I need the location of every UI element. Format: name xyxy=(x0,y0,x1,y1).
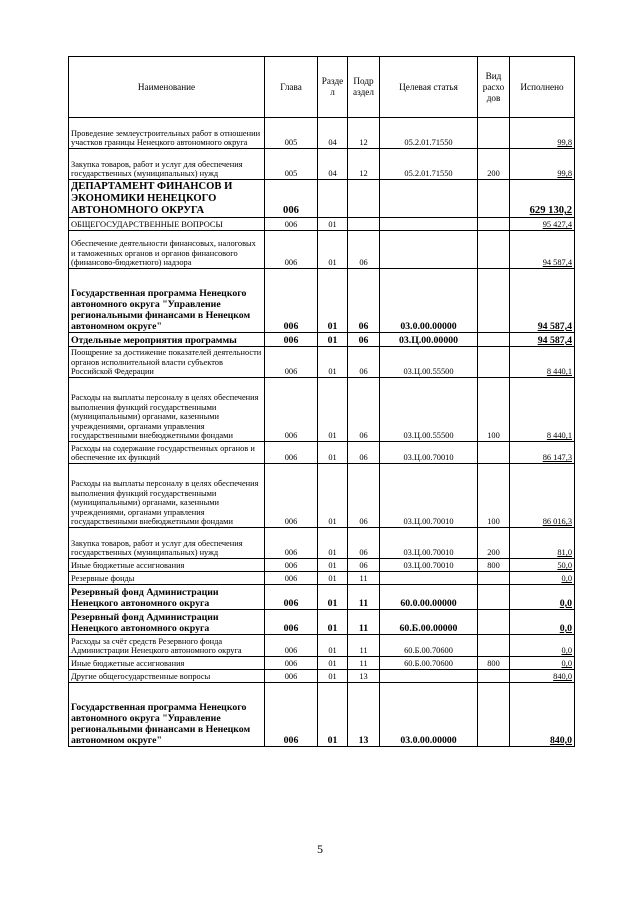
table-row xyxy=(69,572,575,585)
row-target: 03.0.00.00000 xyxy=(380,683,478,747)
row-target: 60.Б.00.70600 xyxy=(380,635,478,657)
row-vid xyxy=(478,635,510,657)
row-glava: 006 xyxy=(265,635,318,657)
row-razdel: 01 xyxy=(318,218,348,231)
row-amount: 8 440,1 xyxy=(510,347,575,378)
row-target xyxy=(380,572,478,585)
row-name: Расходы на выплаты персоналу в целях обеспечения выполнения функций государственными (муниципальными) органами, казенными учреждениями, органами управления государственными внебюджетными фондами xyxy=(69,378,265,442)
row-amount: 81,0 xyxy=(510,528,575,559)
row-target xyxy=(380,231,478,269)
row-razdel: 01 xyxy=(318,610,348,635)
row-glava: 006 xyxy=(265,347,318,378)
table-row xyxy=(69,585,575,610)
row-amount: 94 587,4 xyxy=(510,269,575,333)
row-glava: 006 xyxy=(265,670,318,683)
table-row xyxy=(69,149,575,180)
row-amount: 94 587,4 xyxy=(510,333,575,347)
header-name: Наименование xyxy=(69,57,265,118)
budget-table xyxy=(68,56,575,747)
row-amount: 86 147,3 xyxy=(510,442,575,464)
row-glava: 006 xyxy=(265,464,318,528)
table-row xyxy=(69,610,575,635)
row-razdel: 01 xyxy=(318,269,348,333)
row-name: Расходы за счёт средств Резервного фонда Администрации Ненецкого автономного округа xyxy=(69,635,265,657)
row-podrazdel: 06 xyxy=(348,464,380,528)
row-podrazdel: 06 xyxy=(348,559,380,572)
row-podrazdel: 06 xyxy=(348,442,380,464)
row-target xyxy=(380,670,478,683)
row-podrazdel: 13 xyxy=(348,683,380,747)
row-razdel: 01 xyxy=(318,378,348,442)
table-row xyxy=(69,635,575,657)
row-podrazdel: 11 xyxy=(348,585,380,610)
table-row xyxy=(69,378,575,442)
header-vid: Вид расхо дов xyxy=(478,57,510,118)
row-target: 03.Ц.00.00000 xyxy=(380,333,478,347)
row-vid xyxy=(478,231,510,269)
row-glava: 006 xyxy=(265,559,318,572)
row-vid xyxy=(478,670,510,683)
page-number: 5 xyxy=(317,842,323,856)
row-amount: 0,0 xyxy=(510,635,575,657)
row-vid xyxy=(478,118,510,149)
row-target: 03.0.00.00000 xyxy=(380,269,478,333)
row-vid: 100 xyxy=(478,378,510,442)
row-name: Государственная программа Ненецкого автономного округа "Управление региональными финансами в Ненецком автономном округе" xyxy=(69,269,265,333)
row-vid xyxy=(478,218,510,231)
row-razdel: 01 xyxy=(318,635,348,657)
table-row xyxy=(69,559,575,572)
row-amount: 0,0 xyxy=(510,657,575,670)
table-row xyxy=(69,670,575,683)
row-razdel: 01 xyxy=(318,464,348,528)
row-target: 03.Ц.00.70010 xyxy=(380,559,478,572)
row-name: Иные бюджетные ассигнования xyxy=(69,657,265,670)
row-podrazdel: 12 xyxy=(348,118,380,149)
row-amount: 50,0 xyxy=(510,559,575,572)
header-target: Целевая статья xyxy=(380,57,478,118)
row-podrazdel: 06 xyxy=(348,347,380,378)
row-vid: 200 xyxy=(478,528,510,559)
row-glava: 006 xyxy=(265,218,318,231)
row-vid xyxy=(478,333,510,347)
row-amount: 94 587,4 xyxy=(510,231,575,269)
row-target: 60.Б.00.00000 xyxy=(380,610,478,635)
row-name: Отдельные мероприятия программы xyxy=(69,333,265,347)
row-name: Резервные фонды xyxy=(69,572,265,585)
row-amount: 0,0 xyxy=(510,585,575,610)
row-name: ДЕПАРТАМЕНТ ФИНАНСОВ И ЭКОНОМИКИ НЕНЕЦКОГО АВТОНОМНОГО ОКРУГА xyxy=(69,180,265,218)
table-row xyxy=(69,683,575,747)
header-podrazdel: Подр аздел xyxy=(348,57,380,118)
row-vid xyxy=(478,572,510,585)
row-glava: 006 xyxy=(265,231,318,269)
row-vid: 100 xyxy=(478,464,510,528)
row-razdel: 04 xyxy=(318,118,348,149)
row-podrazdel: 06 xyxy=(348,231,380,269)
header-glava: Глава xyxy=(265,57,318,118)
row-razdel: 04 xyxy=(318,149,348,180)
row-amount: 840,0 xyxy=(510,670,575,683)
row-podrazdel xyxy=(348,218,380,231)
row-vid xyxy=(478,269,510,333)
row-podrazdel: 11 xyxy=(348,635,380,657)
row-razdel: 01 xyxy=(318,231,348,269)
table-row xyxy=(69,231,575,269)
row-podrazdel: 12 xyxy=(348,149,380,180)
table-row xyxy=(69,333,575,347)
row-name: Расходы на выплаты персоналу в целях обеспечения выполнения функций государственными (муниципальными) органами, казенными учреждениями, органами управления государственными внебюджетными фондами xyxy=(69,464,265,528)
row-target: 05.2.01.71550 xyxy=(380,118,478,149)
row-glava: 005 xyxy=(265,118,318,149)
row-amount: 99,8 xyxy=(510,149,575,180)
row-razdel: 01 xyxy=(318,670,348,683)
row-vid xyxy=(478,585,510,610)
row-amount: 95 427,4 xyxy=(510,218,575,231)
row-name: Расходы на содержание государственных органов и обеспечение их функций xyxy=(69,442,265,464)
row-glava: 006 xyxy=(265,528,318,559)
row-vid xyxy=(478,180,510,218)
row-amount: 8 440,1 xyxy=(510,378,575,442)
row-amount: 840,0 xyxy=(510,683,575,747)
row-glava: 006 xyxy=(265,572,318,585)
row-glava: 006 xyxy=(265,610,318,635)
row-target: 03.Ц.00.55500 xyxy=(380,378,478,442)
row-glava: 006 xyxy=(265,269,318,333)
table-row xyxy=(69,464,575,528)
row-glava: 006 xyxy=(265,180,318,218)
row-amount: 629 130,2 xyxy=(510,180,575,218)
row-podrazdel: 06 xyxy=(348,528,380,559)
row-razdel: 01 xyxy=(318,585,348,610)
row-name: Резервный фонд Администрации Ненецкого автономного округа xyxy=(69,610,265,635)
row-razdel: 01 xyxy=(318,347,348,378)
row-glava: 006 xyxy=(265,378,318,442)
row-razdel: 01 xyxy=(318,333,348,347)
table-row xyxy=(69,442,575,464)
row-vid xyxy=(478,347,510,378)
row-razdel: 01 xyxy=(318,442,348,464)
row-podrazdel: 06 xyxy=(348,378,380,442)
row-vid: 800 xyxy=(478,657,510,670)
row-podrazdel: 11 xyxy=(348,572,380,585)
row-amount: 99,8 xyxy=(510,118,575,149)
row-glava: 006 xyxy=(265,683,318,747)
row-glava: 006 xyxy=(265,333,318,347)
table-row xyxy=(69,118,575,149)
header-executed: Исполнено xyxy=(510,57,575,118)
row-name: Обеспечение деятельности финансовых, налоговых и таможенных органов и органов финансового (финансово-бюджетного) надзора xyxy=(69,231,265,269)
row-vid: 200 xyxy=(478,149,510,180)
row-podrazdel xyxy=(348,180,380,218)
row-target: 60.0.00.00000 xyxy=(380,585,478,610)
row-amount: 0,0 xyxy=(510,572,575,585)
row-vid: 800 xyxy=(478,559,510,572)
table-row xyxy=(69,657,575,670)
table-row xyxy=(69,347,575,378)
row-name: ОБЩЕГОСУДАРСТВЕННЫЕ ВОПРОСЫ xyxy=(69,218,265,231)
row-name: Иные бюджетные ассигнования xyxy=(69,559,265,572)
header-razdel: Разде л xyxy=(318,57,348,118)
row-razdel xyxy=(318,180,348,218)
row-razdel: 01 xyxy=(318,559,348,572)
row-name: Проведение землеустроительных работ в отношении участков границы Ненецкого автономного округа xyxy=(69,118,265,149)
row-name: Закупка товаров, работ и услуг для обеспечения государственных (муниципальных) нужд xyxy=(69,149,265,180)
table-row xyxy=(69,269,575,333)
row-glava: 006 xyxy=(265,442,318,464)
header-row xyxy=(69,57,575,118)
row-name: Другие общегосударственные вопросы xyxy=(69,670,265,683)
row-podrazdel: 06 xyxy=(348,269,380,333)
row-podrazdel: 11 xyxy=(348,657,380,670)
row-glava: 005 xyxy=(265,149,318,180)
row-target xyxy=(380,218,478,231)
row-name: Государственная программа Ненецкого автономного округа "Управление региональными финансами в Ненецком автономном округе" xyxy=(69,683,265,747)
row-amount: 0,0 xyxy=(510,610,575,635)
row-amount: 86 016,3 xyxy=(510,464,575,528)
row-name: Закупка товаров, работ и услуг для обеспечения государственных (муниципальных) нужд xyxy=(69,528,265,559)
row-target: 05.2.01.71550 xyxy=(380,149,478,180)
row-name: Поощрение за достижение показателей деятельности органов исполнительной власти субъектов Российской Федерации xyxy=(69,347,265,378)
row-target: 03.Ц.00.55500 xyxy=(380,347,478,378)
row-podrazdel: 13 xyxy=(348,670,380,683)
row-vid xyxy=(478,683,510,747)
table-row xyxy=(69,528,575,559)
row-name: Резервный фонд Администрации Ненецкого автономного округа xyxy=(69,585,265,610)
row-target xyxy=(380,180,478,218)
row-target: 60.Б.00.70600 xyxy=(380,657,478,670)
row-target: 03.Ц.00.70010 xyxy=(380,528,478,559)
row-vid xyxy=(478,610,510,635)
row-glava: 006 xyxy=(265,585,318,610)
row-podrazdel: 06 xyxy=(348,333,380,347)
row-target: 03.Ц.00.70010 xyxy=(380,442,478,464)
row-target: 03.Ц.00.70010 xyxy=(380,464,478,528)
table-row xyxy=(69,218,575,231)
row-razdel: 01 xyxy=(318,657,348,670)
row-podrazdel: 11 xyxy=(348,610,380,635)
row-razdel: 01 xyxy=(318,572,348,585)
row-razdel: 01 xyxy=(318,528,348,559)
row-glava: 006 xyxy=(265,657,318,670)
table-row xyxy=(69,180,575,218)
row-razdel: 01 xyxy=(318,683,348,747)
row-vid xyxy=(478,442,510,464)
